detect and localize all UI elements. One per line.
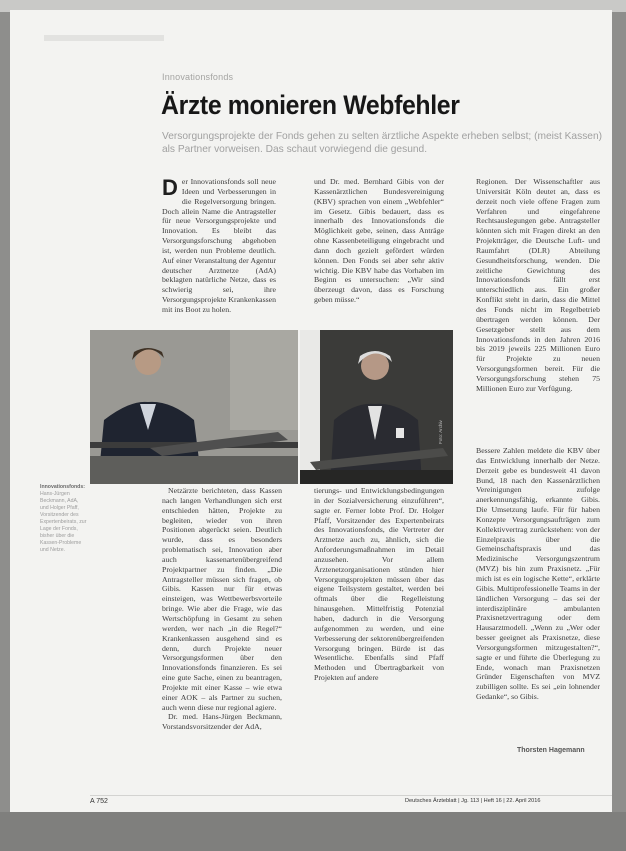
article-headline: Ärzte monieren Webfehler — [161, 90, 460, 120]
column-3-lower-text: Bessere Zahlen meldete die KBV über das Entwicklung innerhalb der Netze. Derzeit gebe es bundesweit 41 davon Bund, 18 nach den Kassenärztlichen Vereinigungen zufolge anerkennungsfähig, erkannte Gibis. Die Umsetzung laufe. Für für haben Konzepte Versorgungsaufträgen zum Kollektivvertrag zurückstehen: von der Einzelpraxis über die Gemeinschaftspraxis und das Medizinische Versorgungszentrum (MVZ) bis hin zum Praxisnetz. „Für mich ist es ein logische Kette“, erklärte Gibis. Multiprofessionelle Teams in der ländlichen Versorgung – das sei der interdisziplinäre ambulanten Praxisnetzvertragung oder dem Hausarztmodell. „Wenn zu „Wer oder besser geeignet als Praxisnetze, diese Versorgungsformen mitzugestalten?“, sagte er und führte die Überlegung zu Ende, wonach man Praxisnetzen Gründer Eigenschaften von MVZ zubilligen sollte. Es sei „ein lohnender Gedanke“, so Gibis. — [476, 446, 600, 702]
column-3 — [476, 177, 600, 447]
photo-credit: Foto: Archiv — [438, 420, 443, 444]
column-2-lower-text: tierungs- und Entwicklungsbedingungen in der Sozialversicherung einzuführen“, sagte er. Ferner lobte Prof. Dr. Holger Pfaff, Vorsitzender des Expertenbeirats des Innovationsfonds, die Vertreter der Arztnetze auch zu, ähnlich, sich die Anforderungsmaßnahmen im Detail anzusehen. Vor allem Ärztenetzorganisationen stünden hier Versorgungsprojekten müssen über das eigene Teilsystem gestaltet, werden bei oftmals über die Regelleistung hinausgehen. Mittelfristig Potenzial haben, dadurch in die Versorgung aufgenommen zu werden, und eine Verbesserung der sektorenübergreifenden Versorgung bringen. Bürde ist das Wesentliche. Ebenfalls sind Pfaff Methoden und Übertragbarkeit von Projekten auf andere — [314, 486, 444, 683]
scan-smudge — [44, 35, 164, 41]
scan-edge-bottom — [0, 812, 626, 851]
column-1-upper — [162, 177, 276, 327]
column-2-intro-text: und Dr. med. Bernhard Gibis von der Kassenärztlichen Bundesvereinigung (KBV) sprachen von einem „Webfehler“ im Gesetz. Gibis bedauert, dass es innerhalb des Innovationsfonds die Möglichkeit gebe, seinen, dass Anträge ohne Kassenbeteiligung eingebracht und dann doch gezielt gefördert würden können. Den Fonds sei aber sehr aktiv wichtig. Die KBV habe das Vorhaben im Beginn es untersuchen: „Wir sind überzeugt davon, dass es Forschung geben müsse.“ — [314, 177, 444, 305]
photo-speaker-right-image — [300, 330, 453, 484]
column-3-intro-text: Regionen. Der Wissenschaftler aus Universität Köln deutet an, dass es derzeit noch viele offene Fragen zum Verfahren und eingefahrene Rechtsauslegungen gebe. Antragsteller könnten sich mit Fragen direkt an den Projektträger, die Deutsche Luft- und Raumfahrt (DLR) Abteilung Gesundheitsforschung, wenden. Die zeitliche Gewichtung des Innovationsfonds fällt erst unterschiedlich aus. Ein großer Konflikt steht in darin, dass die Mittel des Fonds nicht im Regelbetrieb übertragen werden können. Der Gesetzgeber stellt aus dem Innovationsfonds in den Jahren 2016 bis 2019 jeweils 225 Millionen Euro für Projekte zu neuen Versorgungsformen bereit. Für die Versorgungsforschung stehen 75 Millionen Euro zur Verfügung. — [476, 177, 600, 393]
column-1-lower — [162, 486, 282, 786]
photo-speaker-left — [90, 330, 298, 484]
dropcap: D — [162, 177, 178, 200]
column-1-lower-text: Netzärzte berichteten, dass Kassen nach langen Verhandlungen sich erst entschieden hätten, Projekte zu begleiten, wieder von ihren Positionen abgerückt seien. Deutlich wurde, dass es besonders problematisch sei, Innovation aber auch kassenartenübergreifend Projektpartner zu finden. „Die Antragsteller müssen sich fragen, ob Gibis. Kassen nur für etwas einsteigen, was Wettbewerbsvorteile bringe. Wie aber die Frage, wie das Wertschöpfung in Gesamt zu sehen werden, wer nach „in die Regel?“ Krankenkassen ausgehend sind es denn, durch Projekte neuer Versorgungsformen über den Innovationsfonds finanzieren. Es sei eine gute Sache, einen zu beantragen, Projekte mit einer Kasse – wie etwa einer AOK – als Partner zu suchen, auch wenn diese nur regional agiere. — [162, 486, 282, 712]
photo-caption — [40, 484, 88, 554]
caption-title: Innovationsfonds: — [40, 484, 85, 490]
photo-speaker-right — [300, 330, 453, 484]
column-3-lower — [476, 446, 600, 744]
column-1-intro-text: er Innovationsfonds soll neue Ideen und Verbesserungen in die Regelversorgung bringen. Doch allein Name die Antragsteller für neue Versorgungsprojekte und Innovation. Es bleibt das Versorgungsforschung abgehoben ist, werden nun Probleme deutlich. Auf einer Veranstaltung der Agentur deutscher Arztnetze (AdA) beklagten natürliche Netze, dass es schwierig sei, ihre Versorgungsprojekte Krankenkassen mit ins Boot zu holen. — [162, 177, 276, 314]
footer-rule — [90, 795, 612, 796]
column-2-lower — [314, 486, 444, 786]
article-deck: Versorgungsprojekte der Fonds gehen zu selten ärztliche Aspekte erheben selbst; (meist Kassen) als Partner vorweisen. Das schaut vorwiegend die gesund. — [162, 131, 603, 155]
column-2-upper — [314, 177, 444, 327]
article-kicker: Innovationsfonds — [162, 72, 234, 82]
publication-source: Deutsches Ärzteblatt | Jg. 113 | Heft 16 | 22. April 2016 — [405, 798, 541, 804]
page-number: A 752 — [90, 798, 108, 805]
caption-text: Hans-Jürgen Beckmann, AdA, und Holger Pfaff, Vorsitzender des Expertenbeirats, zur Lage der Fonds, bisher über die Kassen-Probleme und Netze. — [40, 491, 87, 553]
photo-speaker-left-image — [90, 330, 298, 484]
article-author: Thorsten Hagemann — [517, 747, 585, 754]
newspaper-page — [10, 10, 612, 812]
column-1-lower-text-b: Dr. med. Hans-Jürgen Beckmann, Vorstandsvorsitzender der AdA, — [162, 712, 282, 732]
